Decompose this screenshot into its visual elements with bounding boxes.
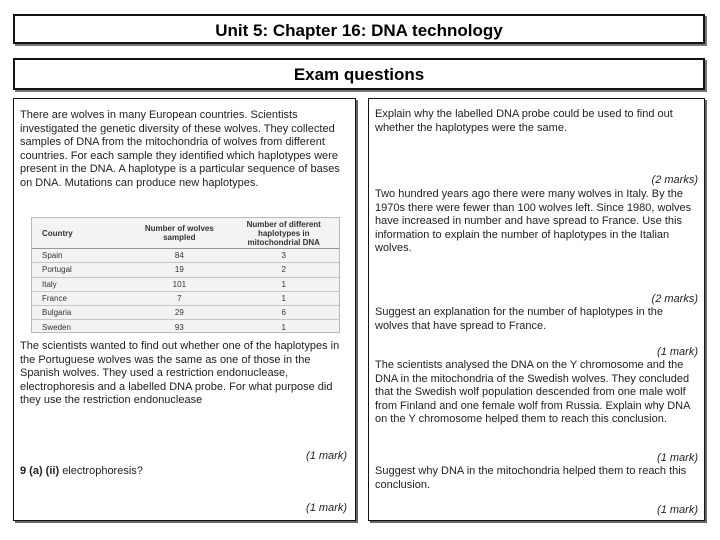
cell-sampled: 7 bbox=[130, 291, 228, 305]
cell-sampled: 101 bbox=[130, 277, 228, 291]
electrophoresis-question bbox=[20, 465, 320, 479]
mark-allocation: (1 mark) bbox=[657, 346, 698, 358]
france-haplotypes-question: Suggest an explanation for the number of haplotypes in the wolves that have spread to France. bbox=[375, 306, 664, 332]
y-chromosome-question: The scientists analysed the DNA on the Y chromosome and the DNA in the mitochondria of the Swedish wolves. They concluded that the Swedish wolf population descended from one male wolf from Finland and one female wolf from Russia. Explain why DNA on the Y chromosome helped them to reach this conclusion. bbox=[375, 359, 690, 426]
left-question-panel bbox=[13, 98, 356, 521]
table-row bbox=[32, 306, 339, 320]
mark-allocation: (1 mark) bbox=[306, 502, 347, 514]
mark-allocation: (2 marks) bbox=[651, 293, 698, 305]
mark-allocation: (1 mark) bbox=[657, 452, 698, 464]
mark-allocation: (2 marks) bbox=[651, 174, 698, 186]
dna-probe-question: Explain why the labelled DNA probe could be used to find out whether the haplotypes were the same. bbox=[375, 108, 673, 134]
intro-text: There are wolves in many European countries. Scientists investigated the genetic diversity of these wolves. They collected samples of DNA from the mitochondria of wolves from different countries. For each sample they identified which haplotypes were present in the DNA. A haplotype is a particular sequence of bases on DNA. Mutations can produce new haplotypes. bbox=[20, 109, 340, 189]
cell-sampled: 19 bbox=[130, 263, 228, 277]
right-question-panel bbox=[368, 98, 705, 521]
table-header-row bbox=[32, 218, 339, 249]
cell-haplotypes: 2 bbox=[228, 263, 339, 277]
table-row bbox=[32, 249, 339, 263]
cell-sampled: 84 bbox=[130, 249, 228, 263]
mark-allocation: (1 mark) bbox=[306, 450, 347, 462]
table-row bbox=[32, 277, 339, 291]
cell-haplotypes: 1 bbox=[228, 277, 339, 291]
restriction-endonuclease-question: The scientists wanted to find out whether one of the haplotypes in the Portuguese wolves was the same as one of those in the Spanish wolves. They used a restriction endonuclease, electrophoresis and a labelled DNA probe. For what purpose did they use the restriction endonuclease bbox=[20, 340, 340, 407]
cell-country: Italy bbox=[32, 277, 130, 291]
question-text: electrophoresis? bbox=[62, 465, 143, 477]
italian-wolves-question: Two hundred years ago there were many wolves in Italy. By the 1970s there were fewer than 100 wolves left. Since 1980, wolves have increased in number and have spread to France. Use this information to explain the number of haplotypes in the Italian wolves. bbox=[375, 188, 692, 255]
mitochondria-question: Suggest why DNA in the mitochondria helped them to reach this conclusion. bbox=[375, 465, 687, 491]
cell-haplotypes: 3 bbox=[228, 249, 339, 263]
wolf-data-table bbox=[31, 217, 340, 333]
header-country: Country bbox=[32, 218, 130, 249]
cell-sampled: 29 bbox=[130, 306, 228, 320]
cell-country: France bbox=[32, 291, 130, 305]
table-row bbox=[32, 263, 339, 277]
header-wolves-sampled: Number of wolves sampled bbox=[130, 218, 228, 249]
cell-country: Sweden bbox=[42, 322, 71, 332]
cell-sampled: 93 bbox=[174, 322, 184, 332]
table-row bbox=[32, 291, 339, 305]
section-heading: Exam questions bbox=[13, 58, 705, 90]
cell-haplotypes: 6 bbox=[228, 306, 339, 320]
cell-country: Spain bbox=[32, 249, 130, 263]
table-row bbox=[32, 320, 339, 334]
cell-haplotypes: 1 bbox=[281, 322, 286, 332]
mark-allocation: (1 mark) bbox=[657, 504, 698, 516]
cell-country: Bulgaria bbox=[32, 306, 130, 320]
cell-country: Portugal bbox=[32, 263, 130, 277]
header-haplotypes: Number of different haplotypes in mitochondrial DNA bbox=[228, 218, 339, 249]
cell-haplotypes: 1 bbox=[228, 291, 339, 305]
page-title: Unit 5: Chapter 16: DNA technology bbox=[13, 14, 705, 44]
question-number: 9 (a) (ii) bbox=[20, 465, 60, 477]
